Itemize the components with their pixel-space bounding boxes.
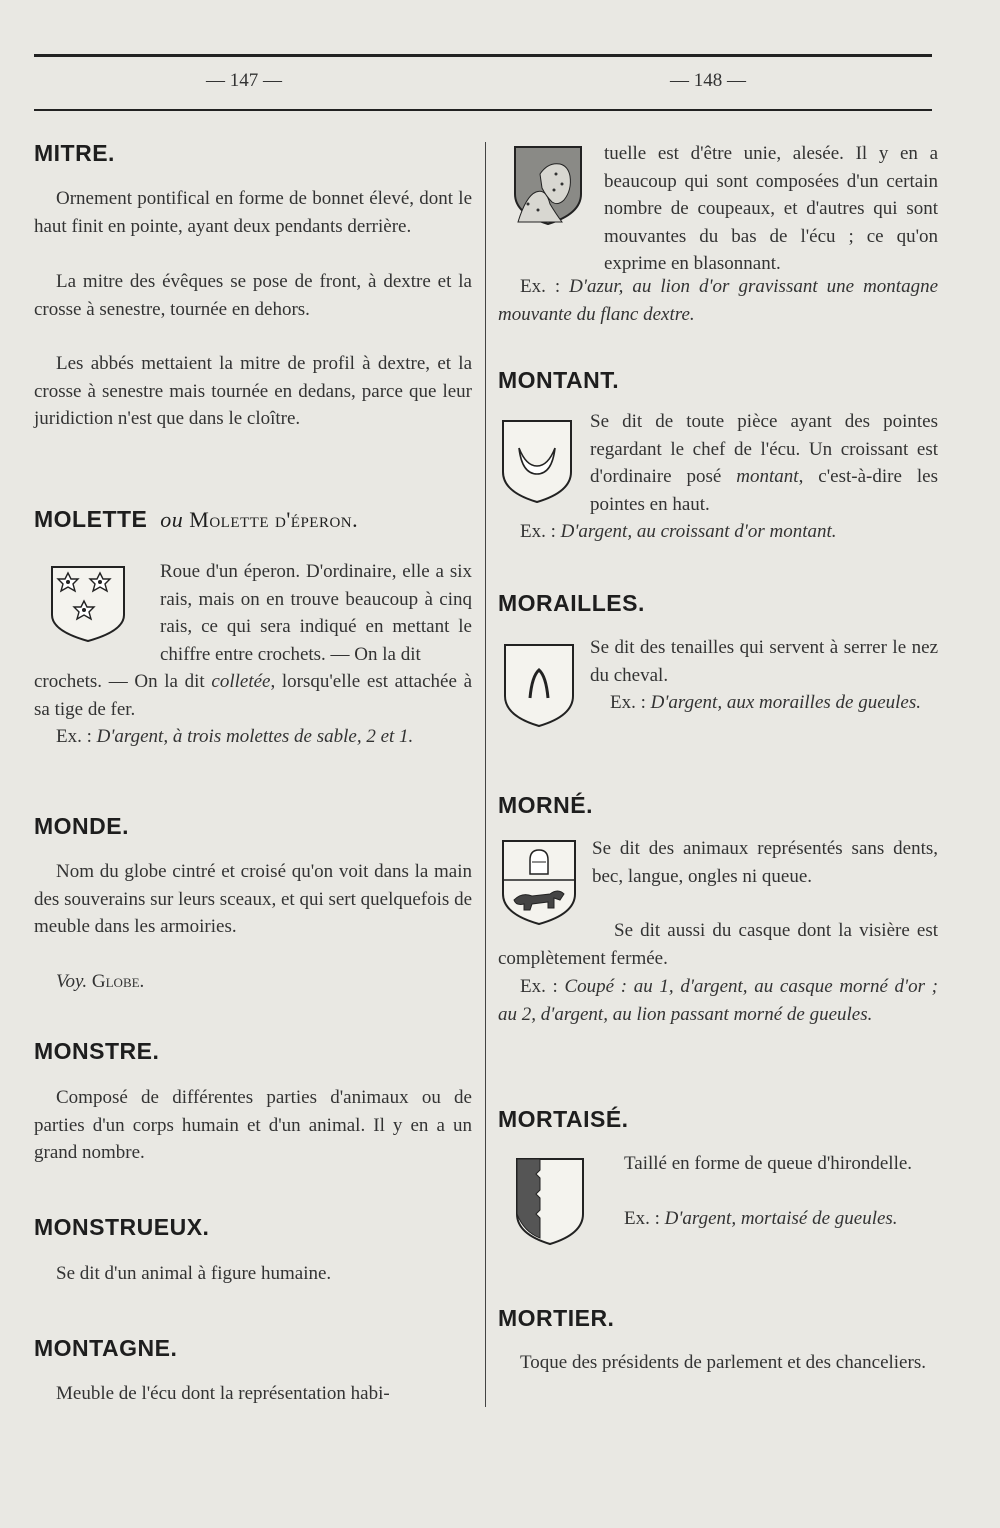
monde-voy-ref: Globe. <box>91 971 145 992</box>
molette-text-end: , lorsqu'elle est attachée à sa tige de fer. <box>34 671 473 720</box>
header-top-rule <box>34 54 932 57</box>
shield-montagne-lion-icon <box>512 144 584 226</box>
mitre-paragraph-2: La mitre des évêques se pose de front, à dextre et la crosse à senestre, tournée en dehors. <box>34 271 472 320</box>
montagne-ex-prefix: Ex. : <box>520 276 561 297</box>
entry-title-molette <box>34 506 358 533</box>
entry-title-morailles: MORAILLES. <box>498 590 645 616</box>
montant-text-italic: montant <box>736 466 799 487</box>
morne-text-1: Se dit des animaux représentés sans dents, bec, langue, ongles ni queue. <box>592 838 938 887</box>
entry-title-morne: MORNÉ. <box>498 792 593 818</box>
monstre-paragraph-1: Composé de différentes parties d'animaux ou de parties d'un corps humain et d'un animal. Il y en a un grand nombre. <box>34 1087 472 1163</box>
montagne-paragraph-1: Meuble de l'écu dont la représentation habi- <box>56 1383 390 1404</box>
mortier-paragraph-1: Toque des présidents de parlement et des chanceliers. <box>520 1352 926 1373</box>
molette-ex-prefix: Ex. : <box>56 726 92 747</box>
entry-title-montagne: MONTAGNE. <box>34 1335 178 1361</box>
entry-title-monstrueux: MONSTRUEUX. <box>34 1214 210 1240</box>
molette-example <box>34 723 472 751</box>
morailles-ex-prefix: Ex. : <box>610 692 646 713</box>
monde-voy-label: Voy. <box>56 971 88 992</box>
montant-example <box>498 518 938 546</box>
molette-text-colletee: colletée <box>211 671 271 692</box>
mitre-paragraph-1: Ornement pontifical en forme de bonnet élevé, dont le haut finit en pointe, ayant deux pendants derrière. <box>34 188 472 237</box>
header-bottom-rule <box>34 109 932 111</box>
entry-title-mortaise: MORTAISÉ. <box>498 1106 629 1132</box>
morne-paragraph-2: Se dit aussi du casque dont la visière est complètement fermée. <box>498 920 938 969</box>
montant-text-end: , c'est-à-dire les pointes en haut. <box>590 466 938 515</box>
molette-ex-text: D'argent, à trois molettes de sable, 2 et 1. <box>96 726 414 747</box>
shield-morailles-icon <box>502 642 576 728</box>
molette-paragraph-top <box>160 558 472 668</box>
molette-title-alt: Molette d'éperon. <box>189 507 359 532</box>
mitre-paragraph-3: Les abbés mettaient la mitre de profil à dextre, et la crosse à senestre mais tournée en dedans, parce que leur juridiction n'est que dans le cloître. <box>34 353 472 429</box>
monstrueux-paragraph-1: Se dit d'un animal à figure humaine. <box>56 1263 332 1284</box>
entry-title-monstre: MONSTRE. <box>34 1038 160 1064</box>
montagne-ex-text: D'azur, au lion d'or gravissant une montagne mouvante du flanc dextre. <box>498 276 939 325</box>
montagne-cont-text: tuelle est d'être unie, alesée. Il y en a beaucoup qui sont composées d'un certain nombre de coupeaux, et d'autres qui sont mouvantes du bas de l'écu ; ce qu'on exprime en blasonnant. <box>604 143 938 274</box>
molette-text-part-1: Roue d'un éperon. D'ordinaire, elle a six rais, mais on en trouve beaucoup à cinq rais, ce qui sera indiqué en mettant le chiffre entre crochets. — On la dit <box>160 561 472 665</box>
molette-title-ou: ou <box>160 507 184 532</box>
monde-voy <box>34 968 472 996</box>
entry-title-monde: MONDE. <box>34 813 129 839</box>
montant-paragraph-1 <box>590 408 938 518</box>
entry-title-mortier: MORTIER. <box>498 1305 615 1331</box>
shield-molettes-icon <box>48 563 128 643</box>
molette-title-main: MOLETTE <box>34 506 148 532</box>
molette-text-crochets: crochets. — On la dit <box>34 671 212 692</box>
montant-ex-text: D'argent, au croissant d'or montant. <box>560 521 837 542</box>
montagne-cont-top <box>604 140 938 278</box>
monde-paragraph-1: Nom du globe cintré et croisé qu'on voit dans la main des souverains sur leurs sceaux, et qui sert quelquefois de meuble dans les armoiries. <box>34 861 472 937</box>
mortaise-example <box>604 1205 938 1233</box>
montant-ex-prefix: Ex. : <box>520 521 556 542</box>
montant-text-1: Se dit de toute pièce ayant des pointes regardant le chef de l'écu. Un croissant est d'ordinaire posé <box>590 411 938 487</box>
montagne-example <box>498 273 938 328</box>
entry-title-mitre: MITRE. <box>34 140 115 166</box>
mortaise-ex-text: D'argent, mortaisé de gueules. <box>664 1208 898 1229</box>
morailles-paragraph-1: Se dit des tenailles qui servent à serrer le nez du cheval. <box>590 637 938 686</box>
morne-ex-prefix: Ex. : <box>520 976 558 997</box>
entry-title-montant: MONTANT. <box>498 367 620 393</box>
shield-croissant-icon <box>500 418 574 504</box>
left-page-number: — 147 — <box>206 70 282 91</box>
morne-example <box>498 973 938 1028</box>
mortaise-paragraph-1: Taillé en forme de queue d'hirondelle. <box>624 1153 913 1174</box>
morne-paragraph-1 <box>592 835 938 890</box>
column-divider <box>485 142 486 1407</box>
morne-ex-text: Coupé : au 1, d'argent, au casque morné d'or ; au 2, d'argent, au lion passant morné de gueules. <box>498 976 938 1025</box>
morailles-example <box>590 689 938 717</box>
right-page-number: — 148 — <box>670 70 746 91</box>
molette-paragraph-bottom <box>34 668 472 723</box>
mortaise-ex-prefix: Ex. : <box>624 1208 660 1229</box>
shield-mortaise-icon <box>514 1156 586 1246</box>
morailles-ex-text: D'argent, aux morailles de gueules. <box>650 692 922 713</box>
shield-morne-icon <box>500 838 578 926</box>
molette-title-alt-group <box>154 507 358 532</box>
